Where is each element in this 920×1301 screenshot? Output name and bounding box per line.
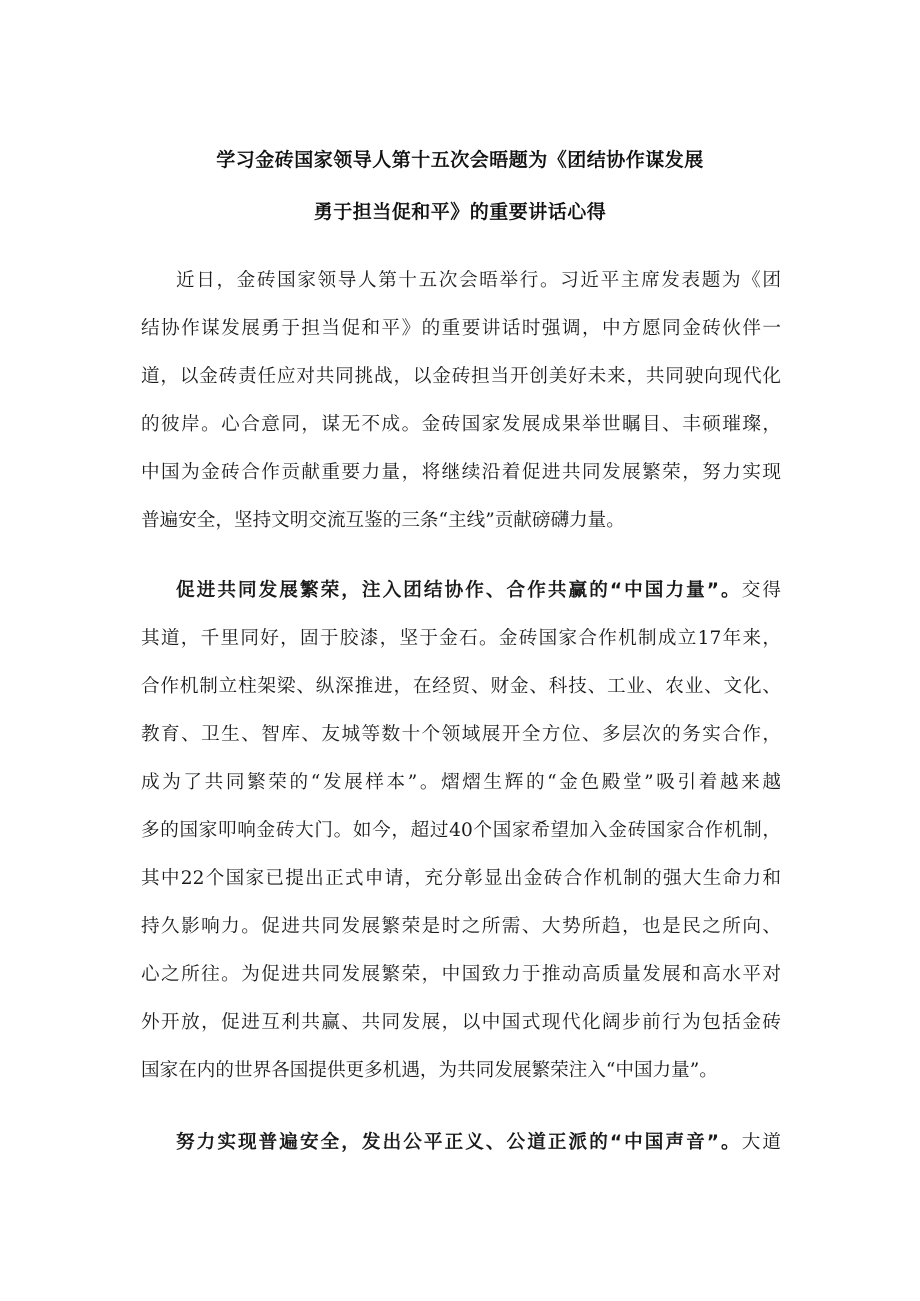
paragraph-3-first-rest: 大道 [741, 1132, 781, 1153]
paragraph-1-line: 道，以金砖责任应对共同挑战，以金砖担当开创美好未来，共同驶向现代化 [141, 366, 781, 387]
paragraph-2-line: 外开放，促进互利共赢、共同发展，以中国式现代化阔步前行为包括金砖 [141, 1012, 781, 1033]
paragraph-1-line: 的彼岸。心合意同，谋无不成。金砖国家发展成果举世瞩目、丰硕璀璨， [141, 414, 781, 435]
document-title-line-2: 勇于担当促和平》的重要讲话心得 [313, 201, 607, 223]
paragraph-2-line: 其道，千里同好，固于胶漆，坚于金石。金砖国家合作机制成立17年来， [141, 628, 781, 649]
paragraph-2-line: 心之所往。为促进共同发展繁荣，中国致力于推动高质量发展和高水平对 [141, 964, 781, 985]
paragraph-3-lead: 努力实现普遍安全，发出公平正义、公道正派的“中国声音”。 [176, 1132, 742, 1153]
paragraph-1-line: 普遍安全，坚持文明交流互鉴的三条“主线”贡献磅礴力量。 [141, 510, 625, 531]
paragraph-2-lead: 促进共同发展繁荣，注入团结协作、合作共赢的“中国力量”。 [176, 580, 742, 601]
paragraph-1-line: 结协作谋发展勇于担当促和平》的重要讲话时强调，中方愿同金砖伙伴一 [141, 318, 781, 339]
paragraph-2-line: 国家在内的世界各国提供更多机遇，为共同发展繁荣注入“中国力量”。 [141, 1060, 718, 1081]
paragraph-2-line: 成为了共同繁荣的“发展样本”。熠熠生辉的“金色殿堂”吸引着越来越 [141, 772, 781, 793]
document-title-line-1: 学习金砖国家领导人第十五次会晤题为《团结协作谋发展 [216, 149, 704, 171]
paragraph-2-line: 其中22个国家已提出正式申请，充分彰显出金砖合作机制的强大生命力和 [141, 868, 781, 889]
paragraph-2-line: 教育、卫生、智库、友城等数十个领域展开全方位、多层次的务实合作， [141, 724, 781, 745]
paragraph-1-line: 近日，金砖国家领导人第十五次会晤举行。习近平主席发表题为《团 [176, 270, 781, 291]
paragraph-3-first-line [176, 1131, 781, 1155]
paragraph-2-first-line [176, 579, 781, 603]
paragraph-2-line: 合作机制立柱架梁、纵深推进，在经贸、财金、科技、工业、农业、文化、 [141, 676, 781, 697]
paragraph-1-line: 中国为金砖合作贡献重要力量，将继续沿着促进共同发展繁荣，努力实现 [141, 462, 781, 483]
paragraph-2-line: 多的国家叩响金砖大门。如今，超过40个国家希望加入金砖国家合作机制， [141, 820, 781, 841]
paragraph-2-first-rest: 交得 [741, 580, 781, 601]
paragraph-2-line: 持久影响力。促进共同发展繁荣是时之所需、大势所趋，也是民之所向、 [141, 916, 781, 937]
